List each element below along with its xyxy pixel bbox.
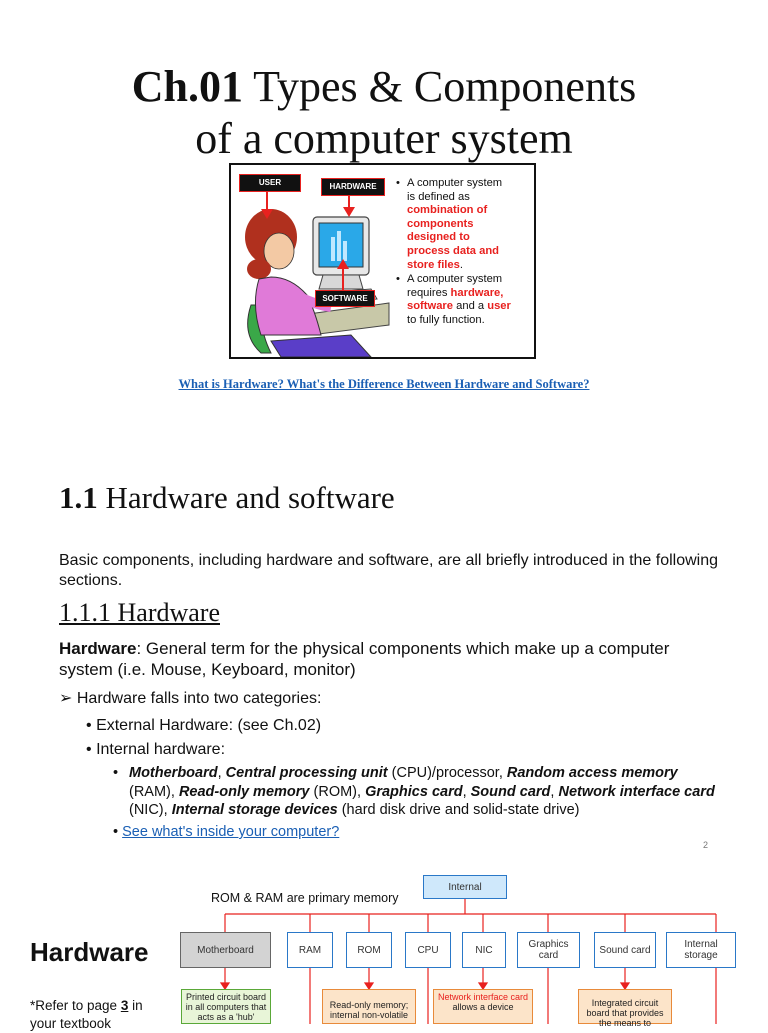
- bullet-internal: • Internal hardware:: [86, 741, 226, 758]
- tree-node-nic: NIC: [462, 932, 506, 968]
- software-label: SOFTWARE: [315, 290, 375, 307]
- tree-node-graphics-card: Graphics card: [517, 932, 580, 968]
- internal-hardware-list: • Motherboard, Central processing unit (CPU)/processor, Random access memory (RAM), Read-only memory (ROM), Graphics card, Sound card, Network interface card (NIC), Internal storage devices (hard disk drive and solid-state drive): [113, 765, 715, 818]
- hardware-vs-software-video-link[interactable]: What is Hardware? What's the Difference Between Hardware and Software?: [178, 377, 590, 391]
- intro-paragraph: Basic components, including hardware and software, are all briefly introduced in the following sections.: [59, 552, 719, 589]
- tree-node-motherboard: Motherboard: [180, 932, 271, 968]
- rom-description: Read-only memory; internal non-volatile: [322, 989, 416, 1024]
- tree-node-sound-card: Sound card: [594, 932, 656, 968]
- textbook-reference: *Refer to page 3 in your textbook: [30, 998, 143, 1031]
- tree-root-internal: Internal: [423, 875, 507, 899]
- page-title-line2: of a computer system: [195, 114, 573, 163]
- arrow-bullet-icon: ➢: [59, 690, 73, 707]
- hardware-label: HARDWARE: [321, 178, 385, 196]
- tree-node-ram: RAM: [287, 932, 333, 968]
- sound-card-description: Integrated circuit board that provides the means to: [578, 989, 672, 1024]
- bullet-dot-icon: •: [86, 717, 92, 734]
- tree-node-rom: ROM: [346, 932, 392, 968]
- tree-node-internal-storage: Internal storage: [666, 932, 736, 968]
- title-line1: Types & Components: [242, 62, 637, 111]
- section-heading: 1.1 Hardware and software: [59, 480, 395, 515]
- subsection-heading: 1.1.1 Hardware: [59, 598, 220, 627]
- chapter-number: Ch.01: [131, 62, 243, 111]
- user-label: USER: [239, 174, 301, 192]
- bullet-dot-icon: •: [113, 824, 119, 840]
- illustration-text: • A computer system is defined as combination of components designed to process data and store files. • A computer system requires hardware, software and a user to fully function.: [396, 177, 511, 326]
- hardware-definition: Hardware: General term for the physical components which make up a computer system (i.e. Mouse, Keyboard, monitor): [59, 639, 670, 679]
- slide-heading: Hardware: [30, 937, 149, 967]
- bullet-external: • External Hardware: (see Ch.02): [86, 717, 322, 734]
- motherboard-description: Printed circuit board in all computers that acts as a 'hub': [181, 989, 271, 1024]
- rom-ram-note: ROM & RAM are primary memory: [211, 891, 399, 905]
- tree-node-cpu: CPU: [405, 932, 451, 968]
- bullet-dot-icon: •: [113, 765, 119, 781]
- inside-computer-link[interactable]: See what's inside your computer?: [122, 824, 340, 840]
- bullet-categories: ➢ Hardware falls into two categories:: [59, 690, 322, 707]
- nic-description: Network interface card allows a device: [433, 989, 533, 1024]
- page-number: 2: [703, 840, 709, 850]
- bullet-dot-icon: •: [86, 741, 92, 758]
